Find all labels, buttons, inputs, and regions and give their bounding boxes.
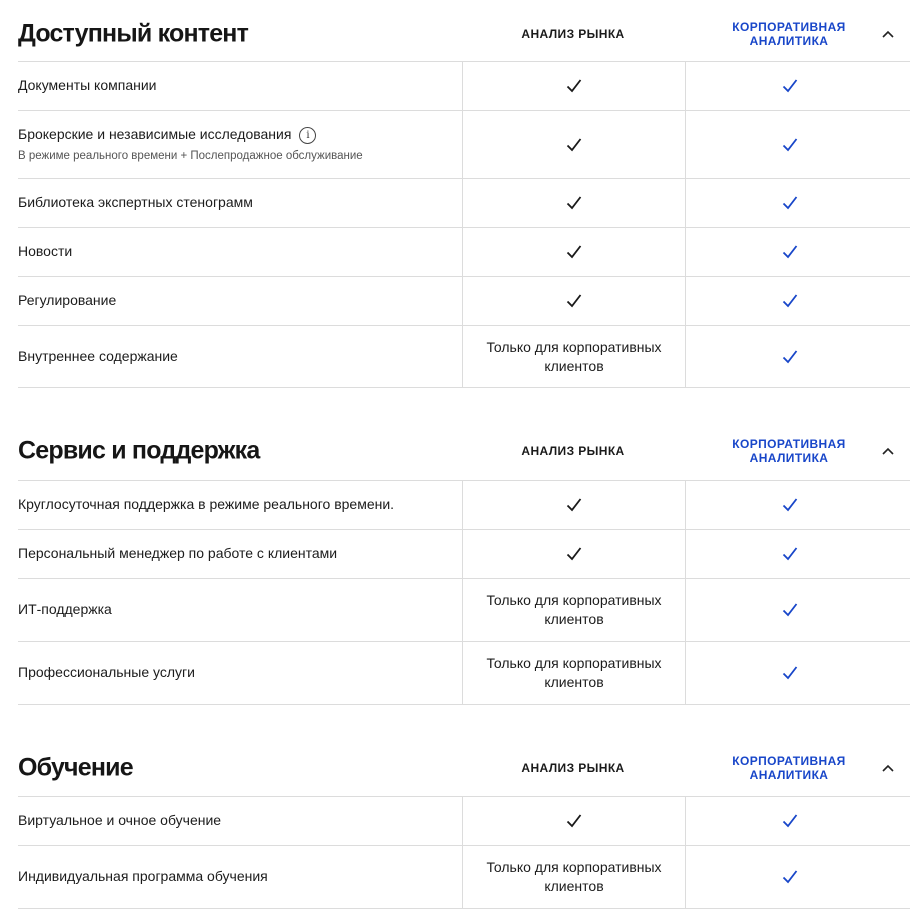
section-header	[18, 739, 910, 797]
table-row	[18, 326, 910, 388]
check-icon	[782, 78, 798, 94]
column-header-line: АНАЛИТИКА	[749, 451, 829, 465]
check-icon	[782, 349, 798, 365]
market-analysis-cell	[462, 277, 686, 325]
section-header	[18, 422, 910, 481]
note-line: Только для корпоративных	[486, 655, 662, 671]
column-header-line: КОРПОРАТИВНАЯ	[732, 753, 846, 768]
section-header	[18, 6, 910, 62]
corporate-analytics-cell	[685, 179, 895, 227]
table-row	[18, 62, 910, 111]
check-icon	[782, 869, 798, 885]
note-line: Только для корпоративных	[486, 338, 662, 355]
table-row	[18, 642, 910, 705]
corporate-analytics-cell	[685, 797, 895, 845]
row-label: Внутреннее содержание	[18, 348, 178, 364]
collapse-button[interactable]	[880, 443, 896, 459]
market-analysis-cell	[462, 111, 686, 178]
collapse-button[interactable]	[880, 26, 896, 42]
note-line: клиентов	[544, 357, 604, 374]
check-icon	[782, 137, 798, 153]
section-available-content	[18, 6, 910, 388]
note-line: Только для корпоративных	[486, 592, 662, 608]
row-label: Индивидуальная программа обучения	[18, 868, 268, 884]
corporate-analytics-cell	[685, 579, 895, 641]
table-row	[18, 530, 910, 579]
table-row	[18, 797, 910, 846]
column-header-market-analysis: АНАЛИЗ РЫНКА	[521, 444, 625, 458]
column-header-line: АНАЛИТИКА	[749, 767, 829, 782]
corporate-analytics-cell	[685, 111, 895, 178]
row-sublabel: В режиме реального времени + Послепродажное обслуживание	[18, 150, 363, 162]
row-label	[18, 126, 316, 144]
check-icon	[566, 546, 582, 562]
column-header-line: АНАЛИТИКА	[749, 33, 829, 48]
table-row	[18, 846, 910, 909]
market-analysis-cell	[462, 62, 686, 110]
note-line: клиентов	[544, 878, 604, 894]
check-icon	[566, 244, 582, 260]
enterprise-only-note	[474, 858, 674, 896]
row-label: Документы компании	[18, 77, 157, 93]
table-row	[18, 228, 910, 277]
note-line: клиентов	[544, 611, 604, 627]
market-analysis-cell	[462, 530, 686, 578]
check-icon	[782, 602, 798, 618]
column-header-market-analysis: АНАЛИЗ РЫНКА	[521, 760, 625, 775]
row-label-text: Брокерские и независимые исследования	[18, 126, 292, 142]
market-analysis-cell	[462, 326, 686, 387]
check-icon	[566, 293, 582, 309]
column-header-line: КОРПОРАТИВНАЯ	[732, 19, 846, 34]
check-icon	[782, 497, 798, 513]
market-analysis-cell	[462, 579, 686, 641]
section-service-support	[18, 422, 910, 705]
check-icon	[566, 195, 582, 211]
column-header-corporate-analytics	[684, 437, 894, 465]
chevron-up-icon	[882, 447, 894, 455]
market-analysis-cell	[462, 228, 686, 276]
section-title: Обучение	[18, 753, 133, 781]
collapse-button[interactable]	[880, 760, 896, 776]
corporate-analytics-cell	[685, 846, 895, 908]
chevron-up-icon	[882, 30, 894, 38]
column-header-market-analysis: АНАЛИЗ РЫНКА	[521, 26, 625, 41]
table-row	[18, 111, 910, 179]
corporate-analytics-cell	[685, 530, 895, 578]
corporate-analytics-cell	[685, 642, 895, 704]
market-analysis-cell	[462, 797, 686, 845]
corporate-analytics-cell	[685, 326, 895, 387]
check-icon	[782, 293, 798, 309]
corporate-analytics-cell	[685, 62, 895, 110]
enterprise-only-note	[474, 338, 674, 376]
enterprise-only-note	[474, 591, 674, 629]
check-icon	[782, 665, 798, 681]
table-row	[18, 179, 910, 228]
row-label: Профессиональные услуги	[18, 664, 195, 680]
table-row	[18, 481, 910, 530]
note-line: Только для корпоративных	[486, 859, 662, 875]
section-title: Доступный контент	[18, 19, 249, 47]
market-analysis-cell	[462, 846, 686, 908]
corporate-analytics-cell	[685, 277, 895, 325]
column-header-corporate-analytics	[684, 20, 894, 48]
check-icon	[566, 137, 582, 153]
info-icon[interactable]: i	[299, 127, 316, 144]
section-training	[18, 739, 910, 909]
check-icon	[566, 497, 582, 513]
chevron-up-icon	[882, 764, 894, 772]
column-header-corporate-analytics	[684, 754, 894, 782]
market-analysis-cell	[462, 642, 686, 704]
check-icon	[782, 546, 798, 562]
market-analysis-cell	[462, 481, 686, 529]
table-row	[18, 579, 910, 642]
table-row	[18, 277, 910, 326]
note-line: клиентов	[544, 674, 604, 690]
column-header-line: КОРПОРАТИВНАЯ	[732, 437, 846, 451]
row-label: Библиотека экспертных стенограмм	[18, 194, 253, 210]
row-label: Персональный менеджер по работе с клиентами	[18, 545, 338, 561]
row-label: ИТ-поддержка	[18, 601, 112, 617]
section-title: Сервис и поддержка	[18, 436, 260, 465]
enterprise-only-note	[474, 654, 674, 692]
check-icon	[566, 78, 582, 94]
corporate-analytics-cell	[685, 228, 895, 276]
row-label: Новости	[18, 243, 73, 259]
check-icon	[782, 813, 798, 829]
check-icon	[566, 813, 582, 829]
check-icon	[782, 244, 798, 260]
row-label: Виртуальное и очное обучение	[18, 812, 222, 828]
check-icon	[782, 195, 798, 211]
market-analysis-cell	[462, 179, 686, 227]
row-label: Регулирование	[18, 292, 117, 308]
row-label: Круглосуточная поддержка в режиме реального времени.	[18, 496, 395, 512]
corporate-analytics-cell	[685, 481, 895, 529]
